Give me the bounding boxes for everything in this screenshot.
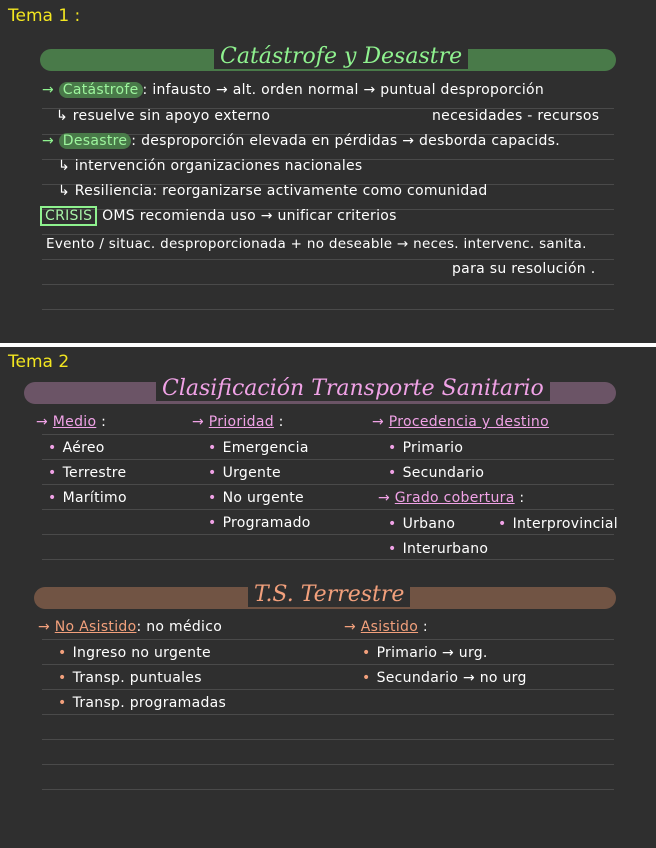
category-procedencia: → Procedencia y destino [372, 414, 549, 430]
tema1-title: Tema 1 : [8, 6, 81, 26]
line-resiliencia: ↳ Resiliencia: reorganizarse activamente como comunidad [58, 183, 488, 199]
list-item: • Interprovincial [498, 516, 618, 532]
heading-catastrofe-desastre: Catástrofe y Desastre [214, 44, 468, 69]
category-no-asistido: → No Asistido: no médico [38, 619, 223, 635]
list-item: • Programado [208, 515, 311, 531]
return-arrow-icon: ↳ [56, 108, 73, 124]
line-crisis: CRISIS OMS recomienda uso → unificar criterios [40, 208, 397, 224]
list-item: • Primario [388, 440, 464, 456]
list-item: • Urgente [208, 465, 281, 481]
line-intervencion: ↳ intervención organizaciones nacionales [58, 158, 363, 174]
list-item: • Secundario → no urg [362, 670, 527, 686]
section-divider [0, 343, 656, 347]
category-medio: → Medio : [36, 414, 107, 430]
line-catastrofe: → Catástrofe : infausto → alt. orden normal → puntual desproporción [42, 82, 545, 98]
return-arrow-icon: ↳ [58, 183, 75, 199]
line-desastre: → Desastre : desproporción elevada en pérdidas → desborda capacids. [42, 133, 561, 149]
line-resolucion: para su resolución . [452, 261, 596, 277]
list-item: • Aéreo [48, 440, 105, 456]
line-evento: Evento / situac. desproporcionada + no deseable → neces. intervenc. sanita. [46, 236, 587, 252]
line-resuelve: ↳ resuelve sin apoyo externo [56, 108, 271, 124]
list-item: • Interurbano [388, 541, 489, 557]
tema2-title: Tema 2 [8, 352, 70, 372]
list-item: • Transp. programadas [58, 695, 227, 711]
heading-ts-terrestre: T.S. Terrestre [248, 582, 410, 607]
list-item: • Terrestre [48, 465, 127, 481]
list-item: • Secundario [388, 465, 485, 481]
category-grado-cobertura: → Grado cobertura : [378, 490, 525, 506]
list-item: • Transp. puntuales [58, 670, 202, 686]
list-item: • Urbano [388, 516, 456, 532]
list-item: • No urgente [208, 490, 304, 506]
return-arrow-icon: ↳ [58, 158, 75, 174]
category-prioridad: → Prioridad : [192, 414, 284, 430]
line-necesidades: necesidades - recursos [432, 108, 600, 124]
list-item: • Marítimo [48, 490, 127, 506]
list-item: • Ingreso no urgente [58, 645, 211, 661]
list-item: • Emergencia [208, 440, 309, 456]
list-item: • Primario → urg. [362, 645, 488, 661]
crisis-box: CRISIS [40, 206, 97, 226]
term-catastrofe: Catástrofe [59, 82, 143, 98]
category-asistido: → Asistido : [344, 619, 428, 635]
term-desastre: Desastre [59, 133, 132, 149]
heading-clasificacion: Clasificación Transporte Sanitario [156, 376, 550, 401]
